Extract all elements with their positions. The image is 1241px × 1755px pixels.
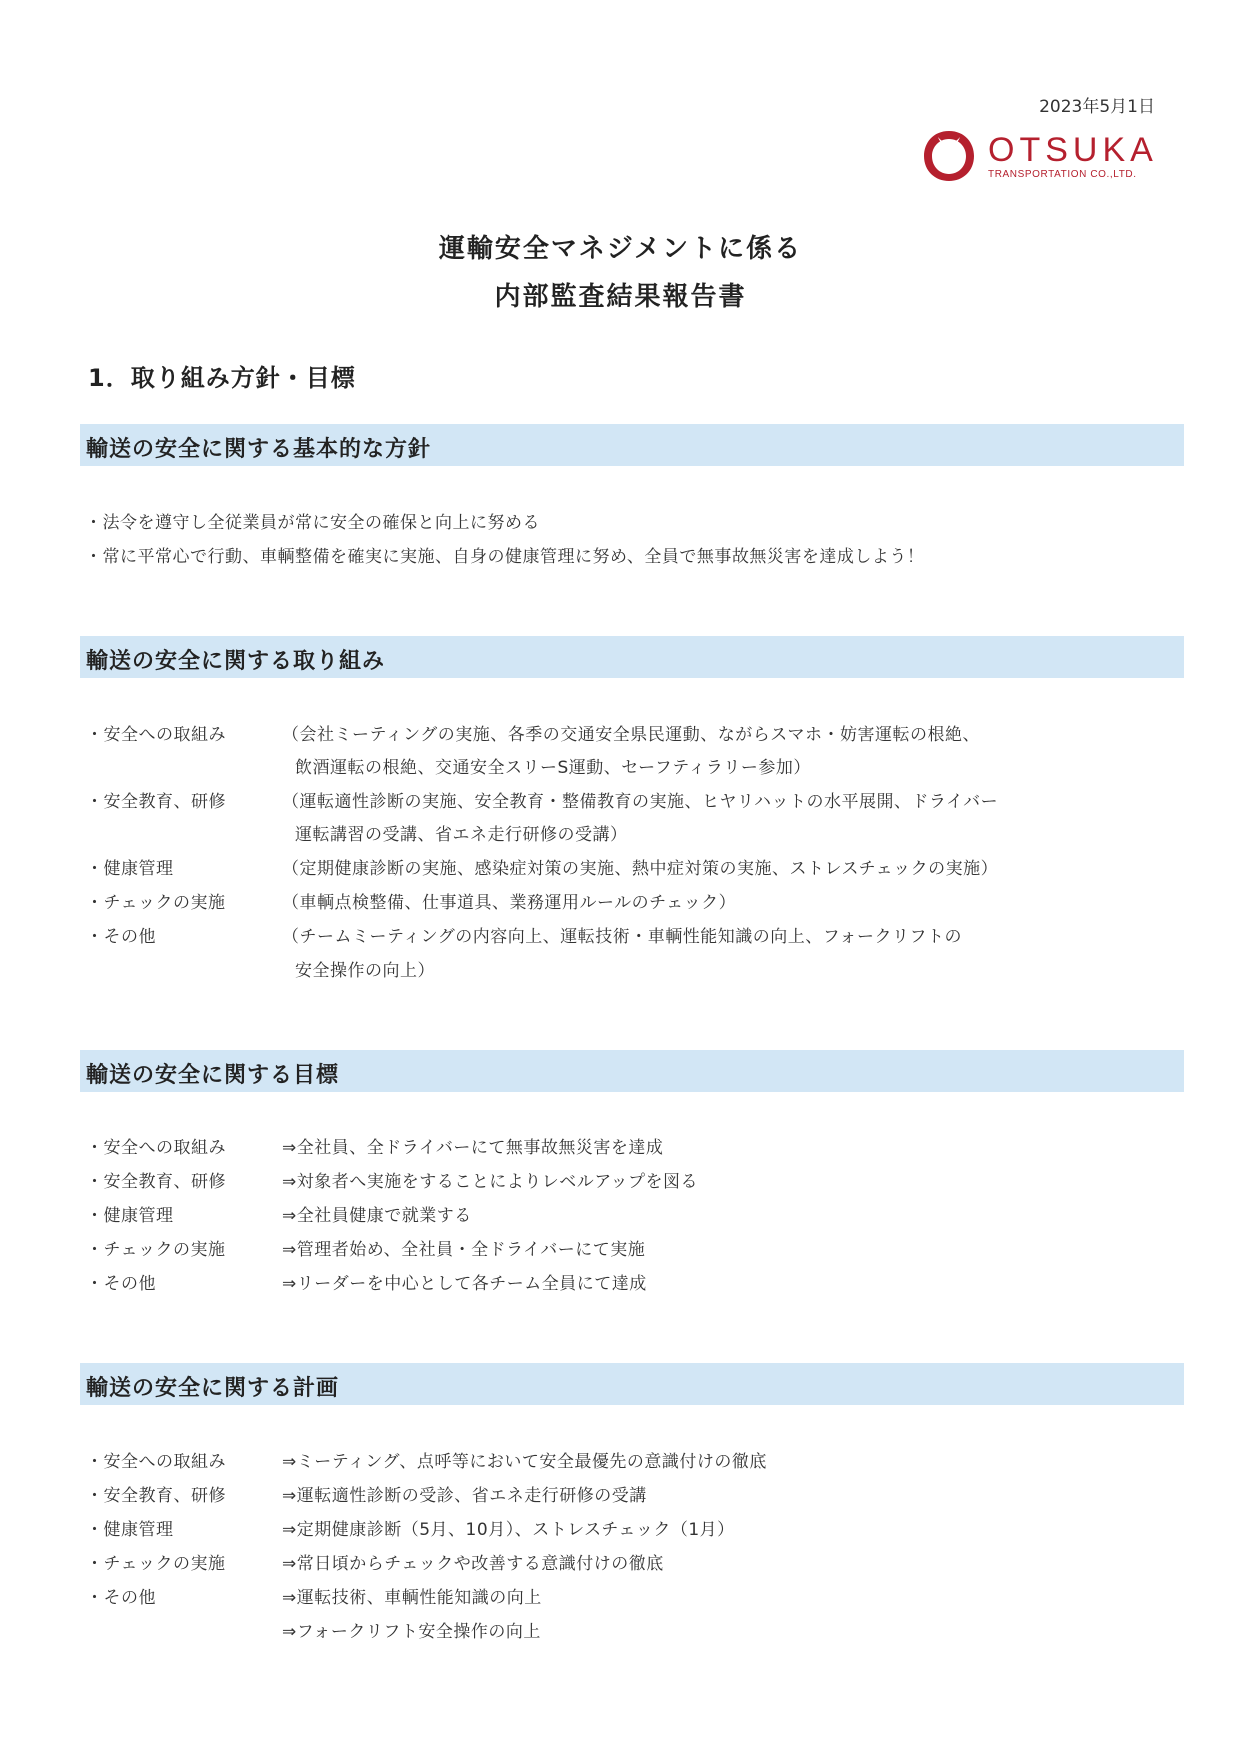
efforts-row xyxy=(86,720,1186,750)
company-subtitle: TRANSPORTATION CO.,LTD. xyxy=(988,169,1137,180)
efforts-row-label: ・その他 xyxy=(86,927,156,947)
goals-row-label: ・チェックの実施 xyxy=(86,1240,226,1260)
plans-row-continuation xyxy=(86,1617,1186,1647)
efforts-row-label: ・チェックの実施 xyxy=(86,893,226,913)
goals-row xyxy=(86,1269,1186,1299)
plans-row-label: ・安全への取組み xyxy=(86,1452,226,1472)
goals-row xyxy=(86,1235,1186,1265)
efforts-row-text: （運転適性診断の実施、安全教育・整備教育の実施、ヒヤリハットの水平展開、ドライバー xyxy=(282,792,999,812)
goals-row-text: ⇒対象者へ実施をすることによりレベルアップを図る xyxy=(282,1172,699,1192)
policy-title: 輸送の安全に関する基本的な方針 xyxy=(86,437,432,462)
goals-band xyxy=(80,1050,1184,1092)
document-title-line2: 内部監査結果報告書 xyxy=(494,282,747,312)
goals-row xyxy=(86,1133,1186,1163)
efforts-row-text: （車輌点検整備、仕事道具、業務運用ルールのチェック） xyxy=(282,893,737,913)
otsuka-logo-mark-icon xyxy=(920,127,978,185)
goals-row-text: ⇒管理者始め、全社員・全ドライバーにて実施 xyxy=(282,1240,646,1260)
efforts-row-text: 飲酒運転の根絶、交通安全スリーS運動、セーフティラリー参加） xyxy=(295,758,811,778)
plans-row-label: ・安全教育、研修 xyxy=(86,1486,226,1506)
efforts-row-continuation xyxy=(86,956,1186,986)
plans-row xyxy=(86,1549,1186,1579)
efforts-row xyxy=(86,888,1186,918)
goals-row-text: ⇒リーダーを中心として各チーム全員にて達成 xyxy=(282,1274,647,1294)
goals-row-text: ⇒全社員、全ドライバーにて無事故無災害を達成 xyxy=(282,1138,664,1158)
efforts-row-text: （定期健康診断の実施、感染症対策の実施、熱中症対策の実施、ストレスチェックの実施） xyxy=(282,859,999,879)
goals-row-label: ・その他 xyxy=(86,1274,156,1294)
report-date: 2023年5月1日 xyxy=(1039,97,1155,117)
goals-row-label: ・健康管理 xyxy=(86,1206,174,1226)
company-name: OTSUKA xyxy=(988,131,1158,169)
plans-row-text: ⇒運転適性診断の受診、省エネ走行研修の受講 xyxy=(282,1486,647,1506)
efforts-row-continuation xyxy=(86,753,1186,783)
section-heading: 1．取り組み方針・目標 xyxy=(88,364,356,392)
plans-title: 輸送の安全に関する計画 xyxy=(86,1376,340,1401)
efforts-row-text: 運転講習の受講、省エネ走行研修の受講） xyxy=(295,825,628,845)
plans-row-text: ⇒フォークリフト安全操作の向上 xyxy=(282,1622,541,1642)
goals-row-label: ・安全への取組み xyxy=(86,1138,226,1158)
plans-row-label: ・チェックの実施 xyxy=(86,1554,226,1574)
goals-title: 輸送の安全に関する目標 xyxy=(86,1063,340,1088)
goals-row-label: ・安全教育、研修 xyxy=(86,1172,226,1192)
policy-item: ・常に平常心で行動、車輌整備を確実に実施、自身の健康管理に努め、全員で無事故無災害を達成しよう！ xyxy=(85,547,925,567)
document-title-line1: 運輸安全マネジメントに係る xyxy=(438,234,803,264)
efforts-row xyxy=(86,854,1186,884)
plans-row-label: ・健康管理 xyxy=(86,1520,174,1540)
efforts-row-continuation xyxy=(86,820,1186,850)
efforts-row xyxy=(86,922,1186,952)
efforts-row-text: （会社ミーティングの実施、各季の交通安全県民運動、ながらスマホ・妨害運転の根絶、 xyxy=(282,725,980,745)
plans-row-label: ・その他 xyxy=(86,1588,156,1608)
efforts-row-text: 安全操作の向上） xyxy=(295,961,435,981)
plans-row xyxy=(86,1447,1186,1477)
goals-row-text: ⇒全社員健康で就業する xyxy=(282,1206,472,1226)
plans-row-text: ⇒常日頃からチェックや改善する意識付けの徹底 xyxy=(282,1554,664,1574)
efforts-row-text: （チームミーティングの内容向上、運転技術・車輌性能知識の向上、フォークリフトの xyxy=(282,927,962,947)
plans-row xyxy=(86,1515,1186,1545)
plans-row xyxy=(86,1583,1186,1613)
efforts-row-label: ・安全教育、研修 xyxy=(86,792,226,812)
plans-row-text: ⇒定期健康診断（5月、10月）、ストレスチェック（1月） xyxy=(282,1520,735,1540)
plans-band xyxy=(80,1363,1184,1405)
goals-row xyxy=(86,1167,1186,1197)
efforts-band xyxy=(80,636,1184,678)
plans-row xyxy=(86,1481,1186,1511)
efforts-title: 輸送の安全に関する取り組み xyxy=(86,649,386,674)
plans-row-text: ⇒ミーティング、点呼等において安全最優先の意識付けの徹底 xyxy=(282,1452,767,1472)
policy-item: ・法令を遵守し全従業員が常に安全の確保と向上に努める xyxy=(85,513,540,533)
goals-row xyxy=(86,1201,1186,1231)
company-logo xyxy=(920,127,1180,185)
efforts-row xyxy=(86,787,1186,817)
efforts-row-label: ・安全への取組み xyxy=(86,725,226,745)
efforts-row-label: ・健康管理 xyxy=(86,859,174,879)
policy-band xyxy=(80,424,1184,466)
plans-row-text: ⇒運転技術、車輌性能知識の向上 xyxy=(282,1588,542,1608)
